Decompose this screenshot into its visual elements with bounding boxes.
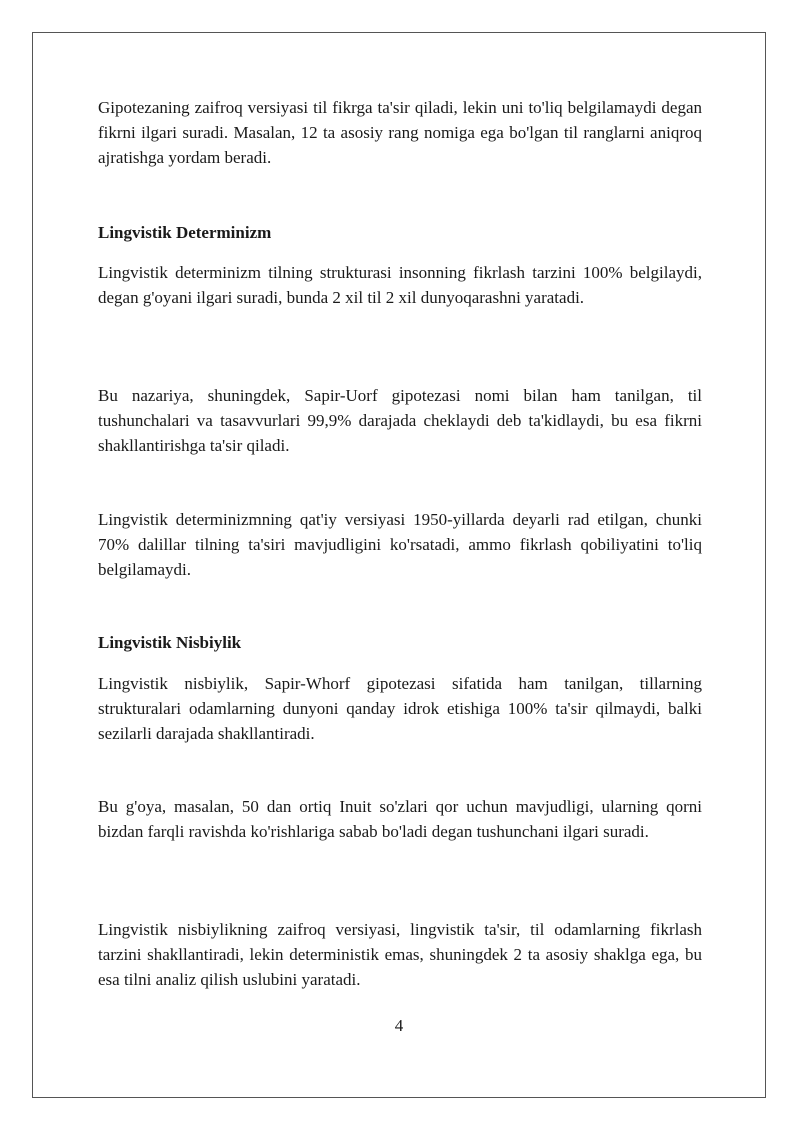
paragraph-relativity-definition: Lingvistik nisbiylik, Sapir-Whorf gipotezasi sifatida ham tanilgan, tillarning strukturalari odamlarning dunyoni qanday idrok etishiga 100% ta'sir qilmaydi, balki sezilarli darajada shakllantiradi. — [98, 674, 702, 743]
paragraph-sapir-uorf: Bu nazariya, shuningdek, Sapir-Uorf gipotezasi nomi bilan ham tanilgan, til tushunchalari va tasavvurlari 99,9% darajada cheklaydi deb ta'kidlaydi, bu esa fikrni shakllantirishga ta'sir qiladi. — [98, 386, 702, 455]
heading-linguistic-determinism: Lingvistik Determinizm — [98, 223, 272, 242]
paragraph-strict-version: Lingvistik determinizmning qat'iy versiyasi 1950-yillarda deyarli rad etilgan, chunki 70% dalillar tilning ta'siri mavjudligini ko'rsatadi, ammo fikrlash qobiliyatini to'liq belgilamaydi. — [98, 510, 702, 579]
document-page — [32, 32, 766, 1098]
paragraph-weak-hypothesis: Gipotezaning zaifroq versiyasi til fikrga ta'sir qiladi, lekin uni to'liq belgilamaydi degan fikrni ilgari suradi. Masalan, 12 ta asosiy rang nomiga ega bo'lgan til ranglarni aniqroq ajratishga yordam beradi. — [98, 98, 702, 167]
heading-linguistic-relativity: Lingvistik Nisbiylik — [98, 633, 242, 652]
page-number: 4 — [394, 1016, 404, 1035]
paragraph-weak-relativity: Lingvistik nisbiylikning zaifroq versiyasi, lingvistik ta'sir, til odamlarning fikrlash tarzini shakllantiradi, lekin deterministik emas, shuningdek 2 ta asosiy shaklga ega, bu esa tilni analiz qilish uslubini yaratadi. — [98, 920, 702, 989]
paragraph-inuit-example: Bu g'oya, masalan, 50 dan ortiq Inuit so'zlari qor uchun mavjudligi, ularning qorni bizdan farqli ravishda ko'rishlariga sabab bo'ladi degan tushunchani ilgari suradi. — [98, 797, 702, 841]
paragraph-determinism-definition: Lingvistik determinizm tilning strukturasi insonning fikrlash tarzini 100% belgilaydi, degan g'oyani ilgari suradi, bunda 2 xil til 2 xil dunyoqarashni yaratadi. — [98, 263, 702, 307]
